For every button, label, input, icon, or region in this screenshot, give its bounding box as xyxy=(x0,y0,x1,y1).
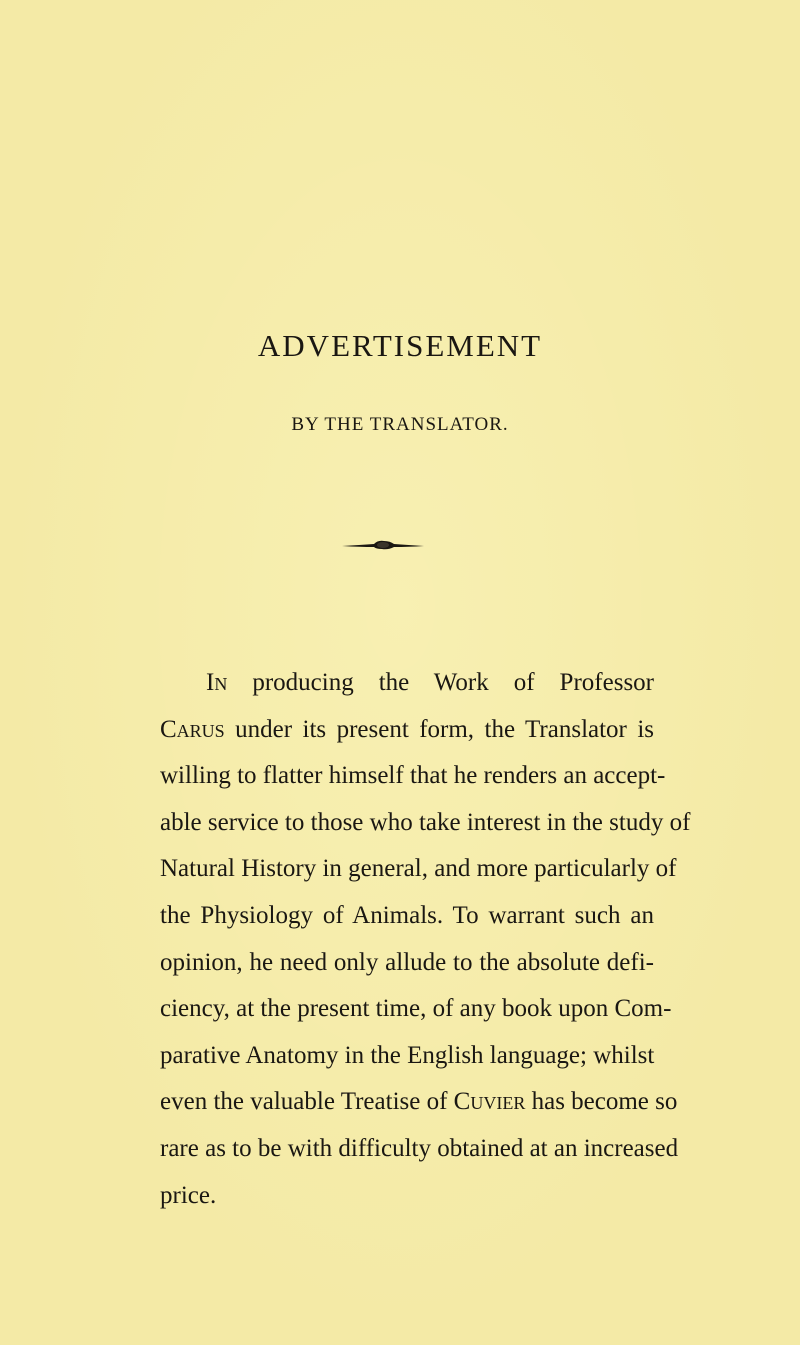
author-name: Cuvier xyxy=(453,1088,526,1116)
paragraph-line: able service to those who take interest in the study of xyxy=(160,808,691,836)
paragraph-line: parative Anatomy in the English language; whilst xyxy=(160,1041,655,1069)
line-text: producing the Work of Professor xyxy=(227,669,654,696)
paragraph-line: the Physiology of Animals. To warrant such an xyxy=(160,901,654,929)
paragraph-line: Natural History in general, and more particularly of xyxy=(160,855,677,883)
page-title: ADVERTISEMENT xyxy=(257,328,543,363)
paragraph-line: price. xyxy=(160,1181,217,1209)
dropcap-word: In xyxy=(206,669,228,696)
paragraph-line: opinion, he need only allude to the absolute defi- xyxy=(160,948,654,976)
line-text: under its present form, the Translator is xyxy=(224,715,654,743)
ornament-rule-icon xyxy=(340,538,426,552)
paragraph-line: willing to flatter himself that he renders an accept- xyxy=(160,762,666,790)
line-text: even the valuable Treatise of xyxy=(160,1088,454,1116)
advertisement-paragraph xyxy=(160,660,691,1219)
author-name: Carus xyxy=(160,715,225,743)
line-text: has become so xyxy=(525,1088,678,1116)
paragraph-line xyxy=(160,707,654,754)
page-subtitle: BY THE TRANSLATOR. xyxy=(291,414,509,435)
paragraph-line: ciency, at the present time, of any book upon Com- xyxy=(160,995,672,1023)
paragraph-line xyxy=(160,1079,678,1126)
paragraph-line xyxy=(160,660,654,707)
paragraph-line: rare as to be with difficulty obtained at an increased xyxy=(160,1134,679,1162)
